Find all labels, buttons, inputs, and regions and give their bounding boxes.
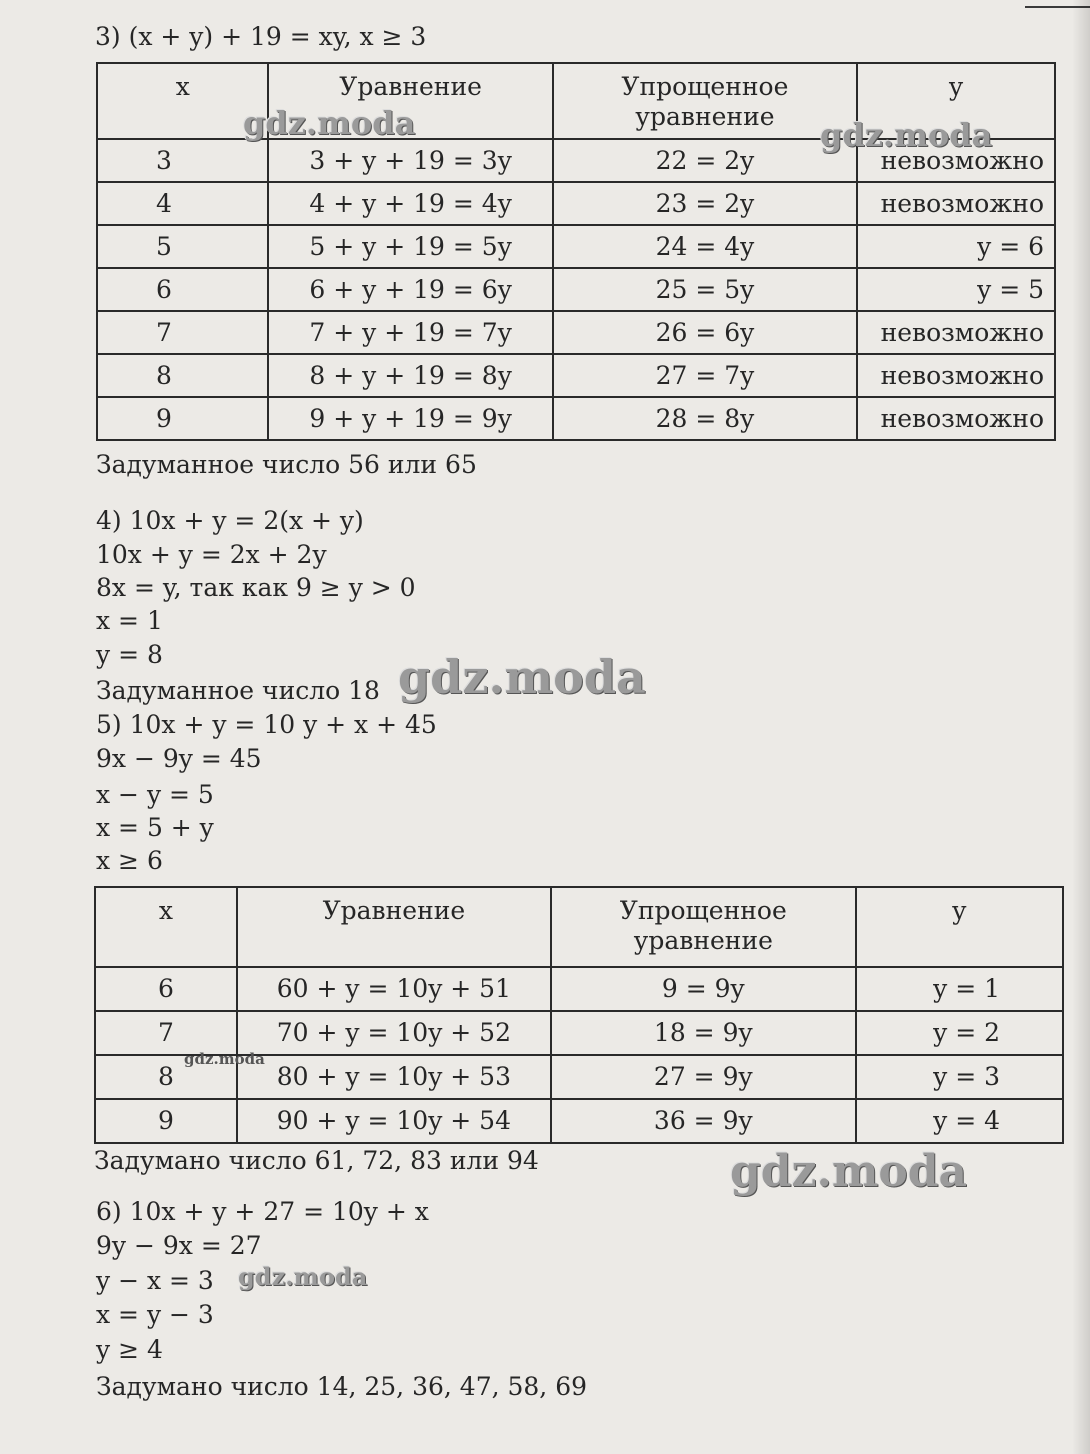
cell-x: 5 xyxy=(97,225,268,268)
problem-6-line-1: 6) 10x + y + 27 = 10y + x xyxy=(96,1197,429,1226)
header-equation: Уравнение xyxy=(237,887,551,967)
cell-x: 8 xyxy=(95,1055,237,1099)
cell-simplified: 23 = 2y xyxy=(553,182,857,225)
watermark: gdz.moda xyxy=(398,650,646,704)
problem-3-heading: 3) (x + y) + 19 = xy, x ≥ 3 xyxy=(95,22,427,51)
problem-5-line-2: 9x − 9y = 45 xyxy=(96,744,262,773)
cell-equation: 4 + y + 19 = 4y xyxy=(268,182,552,225)
problem-6-line-2: 9y − 9x = 27 xyxy=(96,1231,262,1260)
cell-equation: 7 + y + 19 = 7y xyxy=(268,311,552,354)
problem-6-line-5: y ≥ 4 xyxy=(96,1335,163,1364)
header-y: y xyxy=(857,63,1055,139)
header-simplified: Упрощенное уравнение xyxy=(553,63,857,139)
problem-4-line-4: x = 1 xyxy=(96,606,163,635)
cell-y: невозможно xyxy=(857,397,1055,440)
cell-equation: 9 + y + 19 = 9y xyxy=(268,397,552,440)
watermark: gdz.moda xyxy=(820,116,993,154)
cell-simplified: 22 = 2y xyxy=(553,139,857,182)
cell-y: y = 6 xyxy=(857,225,1055,268)
page-shadow xyxy=(1072,0,1090,1454)
cell-y: y = 5 xyxy=(857,268,1055,311)
cell-simplified: 18 = 9y xyxy=(551,1011,855,1055)
table-row xyxy=(97,225,1055,268)
header-simplified: Упрощенное уравнение xyxy=(551,887,855,967)
table-row xyxy=(97,311,1055,354)
cell-x: 4 xyxy=(97,182,268,225)
watermark: gdz.moda xyxy=(730,1146,968,1197)
problem-3-answer: Задуманное число 56 или 65 xyxy=(96,450,477,479)
cell-x: 9 xyxy=(97,397,268,440)
watermark: gdz.moda xyxy=(238,1262,368,1291)
problem-4-line-3: 8x = y, так как 9 ≥ y > 0 xyxy=(96,573,416,602)
cell-simplified: 28 = 8y xyxy=(553,397,857,440)
problem-4-line-5: y = 8 xyxy=(96,640,163,669)
header-y: y xyxy=(856,887,1064,967)
cell-y: невозможно xyxy=(857,311,1055,354)
table-row xyxy=(97,268,1055,311)
cell-y: невозможно xyxy=(857,182,1055,225)
cell-y: y = 3 xyxy=(856,1055,1064,1099)
header-x: x xyxy=(95,887,237,967)
cell-x: 7 xyxy=(95,1011,237,1055)
problem-5-line-4: x = 5 + y xyxy=(96,813,214,842)
cell-y: невозможно xyxy=(857,139,1055,182)
cell-equation: 6 + y + 19 = 6y xyxy=(268,268,552,311)
cell-simplified: 36 = 9y xyxy=(551,1099,855,1143)
cell-equation: 80 + y = 10y + 53 xyxy=(237,1055,551,1099)
watermark: gdz.moda xyxy=(243,104,416,142)
cell-x: 8 xyxy=(97,354,268,397)
cell-simplified: 27 = 9y xyxy=(551,1055,855,1099)
table-row xyxy=(95,967,1063,1011)
cell-y: невозможно xyxy=(857,354,1055,397)
cell-simplified: 9 = 9y xyxy=(551,967,855,1011)
cell-simplified: 27 = 7y xyxy=(553,354,857,397)
cell-x: 3 xyxy=(97,139,268,182)
cell-equation: 90 + y = 10y + 54 xyxy=(237,1099,551,1143)
problem-4-answer: Задуманное число 18 xyxy=(96,676,380,705)
problem-6-line-4: x = y − 3 xyxy=(96,1300,214,1329)
cell-equation: 3 + y + 19 = 3y xyxy=(268,139,552,182)
header-equation: Уравнение xyxy=(268,63,552,139)
problem-4-line-2: 10x + y = 2x + 2y xyxy=(96,540,327,569)
cell-simplified: 26 = 6y xyxy=(553,311,857,354)
table-row xyxy=(95,1011,1063,1055)
cell-y: y = 2 xyxy=(856,1011,1064,1055)
problem-6-answer: Задумано число 14, 25, 36, 47, 58, 69 xyxy=(96,1372,588,1401)
header-x: x xyxy=(97,63,268,139)
table-problem-5 xyxy=(94,886,1064,1144)
watermark: gdz.moda xyxy=(184,1050,265,1068)
cell-simplified: 24 = 4y xyxy=(553,225,857,268)
cell-simplified: 25 = 5y xyxy=(553,268,857,311)
cell-x: 9 xyxy=(95,1099,237,1143)
problem-5-line-3: x − y = 5 xyxy=(96,780,214,809)
problem-5-answer: Задумано число 61, 72, 83 или 94 xyxy=(94,1146,539,1175)
cell-x: 6 xyxy=(95,967,237,1011)
problem-5-line-5: x ≥ 6 xyxy=(96,846,163,875)
cell-equation: 60 + y = 10y + 51 xyxy=(237,967,551,1011)
table-row xyxy=(97,354,1055,397)
cell-y: y = 1 xyxy=(856,967,1064,1011)
cell-equation: 5 + y + 19 = 5y xyxy=(268,225,552,268)
table-row xyxy=(95,1099,1063,1143)
problem-6-line-3: y − x = 3 xyxy=(96,1266,214,1295)
cell-equation: 8 + y + 19 = 8y xyxy=(268,354,552,397)
cell-x: 7 xyxy=(97,311,268,354)
problem-5-line-1: 5) 10x + y = 10 y + x + 45 xyxy=(96,710,437,739)
table-row xyxy=(97,182,1055,225)
table-row xyxy=(97,397,1055,440)
cell-x: 6 xyxy=(97,268,268,311)
cell-equation: 70 + y = 10y + 52 xyxy=(237,1011,551,1055)
cell-y: y = 4 xyxy=(856,1099,1064,1143)
problem-4-line-1: 4) 10x + y = 2(x + y) xyxy=(96,506,364,535)
